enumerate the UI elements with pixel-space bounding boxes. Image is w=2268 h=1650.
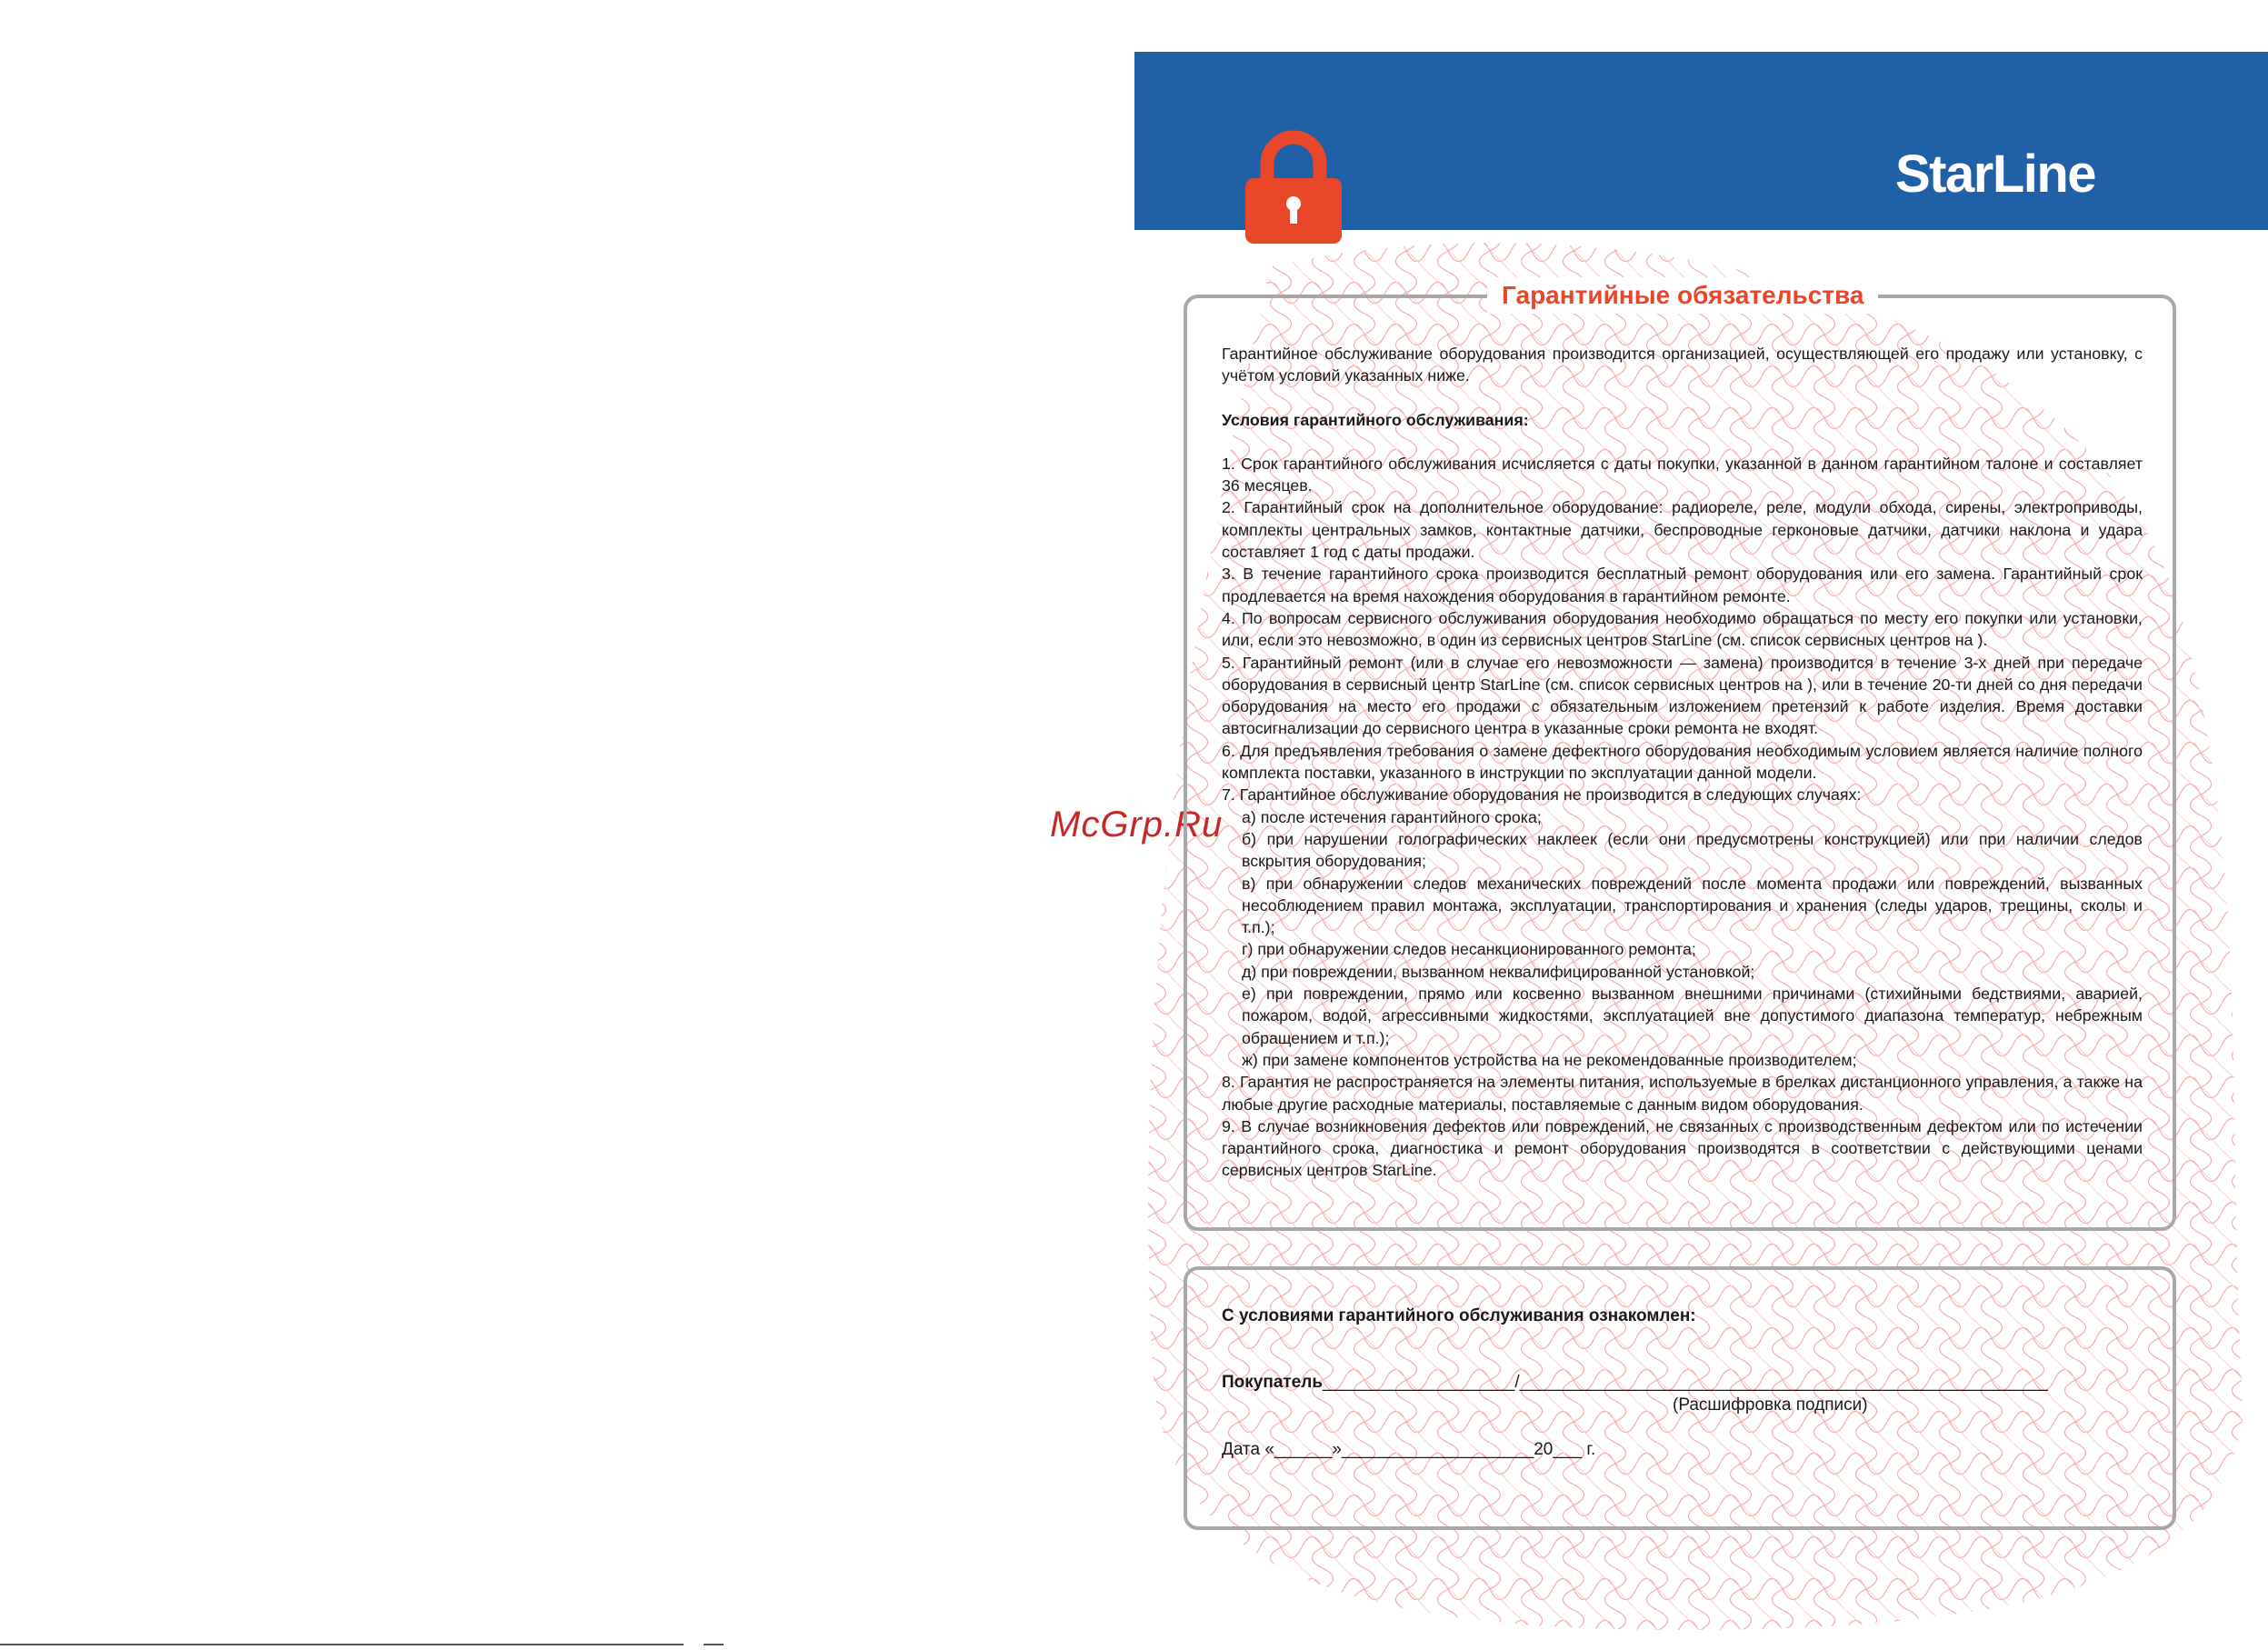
warranty-intro: Гарантийное обслуживание оборудования производится организацией, осуществляющей его продажу или установку, с учётом условий указанных ниже. [1222, 345, 2143, 385]
exclusion-item: ж) при замене компонентов устройства на не рекомендованные производителем; [1242, 1050, 1857, 1069]
exclusion-item: г) при обнаружении следов несанкционированного ремонта; [1242, 940, 1696, 959]
exclusion-item: е) при повреждении, прямо или косвенно вызванном внешними причинами (стихийными бедствиями, аварией, пожаром, водой, агрессивными жидкостями, эксплуатацией вне допустимого диапазона температур, небрежным обращением и т.п.); [1242, 985, 2143, 1047]
condition-item: 9. В случае возникновения дефектов или повреждений, не связанных с производственным дефектом или по истечении гарантийного срока, диагностика и ремонт оборудования производятся в соответствии с действующими ценами сервисных центров StarLine. [1222, 1116, 2143, 1180]
acknowledgement-heading: С условиями гарантийного обслуживания ознакомлен: [1222, 1306, 1696, 1325]
exclusion-item: б) при нарушении голографических наклеек (если они предусмотрены конструкцией) или при наличии следов вскрытия оборудования; [1242, 829, 2143, 871]
buyer-label: Покупатель [1222, 1373, 1324, 1392]
condition-item: 1. Срок гарантийного обслуживания исчисляется с даты покупки, указанной в данном гарантийном талоне и составляет 36 месяцев. [1222, 454, 2143, 495]
warranty-title: Гарантийные обязательства [1487, 277, 1878, 314]
padlock-icon [1245, 127, 1342, 244]
site-watermark: McGrp.Ru [1050, 805, 1224, 845]
brand-logo: StarLine [1895, 145, 2096, 204]
buyer-signature-blank: ____________________/_______________________________________________________ [1323, 1373, 2048, 1392]
condition-item: 8. Гарантия не распространяется на элементы питания, используемые в брелках дистанционного управления, а также на любые другие расходные материалы, поставляемые с данным видом оборудования. [1222, 1073, 2143, 1114]
condition-item: 3. В течение гарантийного срока производится бесплатный ремонт оборудования или его замена. Гарантийный срок продлевается на время нахождения оборудования в гарантийном ремонте. [1222, 565, 2143, 605]
exclusion-item: д) при повреждении, вызванном неквалифицированной установкой; [1242, 962, 1755, 981]
condition-item: 6. Для предъявления требования о замене дефектного оборудования необходимым условием является наличие полного комплекта поставки, указанного в инструкции по эксплуатации данной модели. [1222, 741, 2143, 783]
warranty-text [1222, 343, 2143, 1182]
date-line: Дата «______»____________________20___ г. [1222, 1440, 1596, 1459]
condition-item: 2. Гарантийный срок на дополнительное оборудование: радиореле, реле, модули обхода, сирены, электроприводы, комплекты центральных замков, контактные датчики, беспроводные герконовые датчики, датчики наклона и удара составляет 1 год с даты продажи. [1222, 498, 2143, 562]
signature-caption: (Расшифровка подписи) [1673, 1395, 1868, 1415]
exclusion-item: а) после истечения гарантийного срока; [1242, 807, 1542, 826]
condition-item: 5. Гарантийный ремонт (или в случае его невозможности — замена) производится в течение 3-х дней при передаче оборудования в сервисный центр StarLine (см. список сервисных центров на ), или в течение 20-ти дней со дня передачи оборудования на место его продажи с обязательным изложением претензий к работе изделия. Время доставки автосигнализации до сервисного центра в указанные сроки ремонта не входят. [1222, 653, 2143, 738]
condition-item: 4. По вопросам сервисного обслуживания оборудования необходимо обращаться по месту его покупки или установки, или, если это невозможно, в один из сервисных центров StarLine (см. список сервисных центров на ). [1222, 608, 2143, 650]
footer-rule [704, 1644, 724, 1645]
exclusion-item: в) при обнаружении следов механических повреждений после момента продажи или повреждений, вызванных несоблюдением правил монтажа, эксплуатации, транспортирования и хранения (следы ударов, трещины, сколы и т.п.); [1242, 874, 2143, 937]
conditions-heading: Условия гарантийного обслуживания: [1222, 410, 1529, 429]
footer-rule [0, 1644, 684, 1645]
condition-item: 7. Гарантийное обслуживание оборудования не производится в следующих случаях: [1222, 785, 1862, 805]
buyer-signature-line [1222, 1373, 2131, 1393]
